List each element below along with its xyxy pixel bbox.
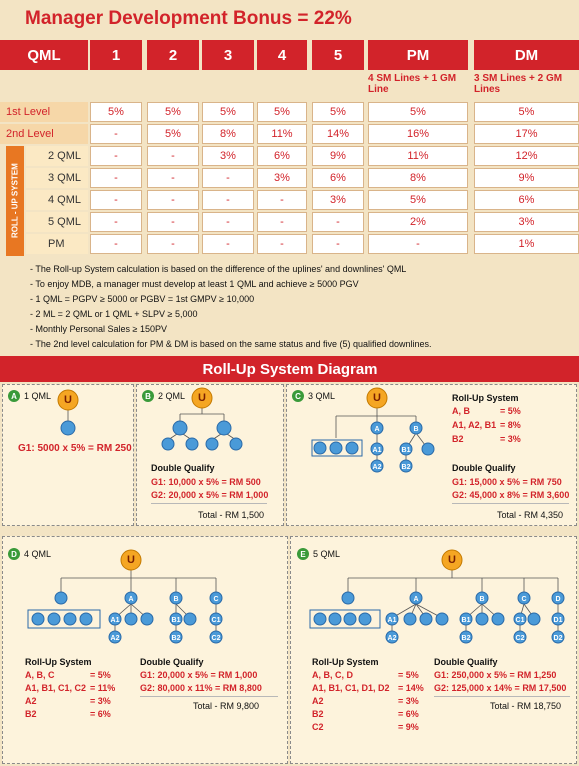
node-label: C2 (515, 635, 525, 642)
node-label: D (555, 596, 561, 603)
table-cell: 6% (474, 190, 579, 210)
header-5: 5 (312, 40, 364, 70)
downline-node (420, 613, 432, 625)
table-cell: 5% (368, 190, 468, 210)
panel-c-dq-title: Double Qualify (452, 463, 516, 473)
table-cell: - (202, 168, 254, 188)
header-pm: PM (368, 40, 468, 70)
table-cell: 3% (202, 146, 254, 166)
downline-node (173, 421, 187, 435)
node-label: D1 (553, 617, 563, 624)
node-label: B2 (461, 635, 471, 642)
table-cell: 5% (90, 102, 142, 122)
panel-e-rs-title: Roll-Up System (312, 657, 379, 667)
rollup-item-value: = 5% (398, 670, 419, 680)
downline-node (230, 438, 242, 450)
node-label: C1 (211, 617, 221, 624)
table-cell: - (90, 190, 142, 210)
table-cell: 12% (474, 146, 579, 166)
downline-node (476, 613, 488, 625)
downline-node (330, 442, 342, 454)
badge-d: D (8, 548, 20, 560)
page-title: Manager Development Bonus = 22% (25, 8, 352, 29)
panel-b-total: Total - RM 1,500 (198, 510, 265, 520)
table-cell: - (90, 146, 142, 166)
node-label: C (213, 596, 219, 603)
downline-node (344, 613, 356, 625)
node-label: B1 (461, 617, 471, 624)
table-cell: 2% (368, 212, 468, 232)
table-cell: 5% (474, 102, 579, 122)
header-4: 4 (257, 40, 307, 70)
downline-node (436, 613, 448, 625)
node-label: A2 (372, 464, 382, 471)
node-label: A1 (387, 617, 397, 624)
table-cell: 5% (257, 102, 307, 122)
rollup-item-label: A2 (312, 696, 324, 706)
diagram-title: Roll-Up System Diagram (202, 360, 378, 378)
downline-node (314, 442, 326, 454)
rollup-item-value: = 3% (398, 696, 419, 706)
header-3: 3 (202, 40, 254, 70)
row-label: 3 QML (26, 168, 88, 188)
panel-a-calc: G1: 5000 x 5% = RM 250 (18, 443, 132, 454)
panel-b-line: G1: 10,000 x 5% = RM 500 (151, 477, 261, 487)
table-cell: - (147, 234, 199, 254)
rollup-item-label: A1, B1, C1, D1, D2 (312, 683, 390, 693)
table-cell: 6% (257, 146, 307, 166)
table-cell: 6% (312, 168, 364, 188)
header-qml: QML (0, 40, 88, 70)
table-cell: 11% (257, 124, 307, 144)
panel-b-title: 2 QML (158, 391, 186, 401)
rollup-item-label: A1, A2, B1 (452, 420, 497, 430)
rollup-item-label: A1, B1, C1, C2 (25, 683, 87, 693)
rollup-item-label: B2 (312, 709, 324, 719)
table-cell: - (257, 212, 307, 232)
table-cell: 1% (474, 234, 579, 254)
panel-c-rs-title: Roll-Up System (452, 393, 519, 403)
node-label: B (413, 426, 419, 433)
header-dm: DM (474, 40, 579, 70)
node-label: C2 (211, 635, 221, 642)
rollup-item-value: = 6% (90, 709, 111, 719)
node-label: B (479, 596, 485, 603)
row-label: 2 QML (26, 146, 88, 166)
table-cell: - (312, 234, 364, 254)
rollup-item-label: A2 (25, 696, 37, 706)
downline-node (404, 613, 416, 625)
table-cell: - (202, 190, 254, 210)
panel-e-dq-title: Double Qualify (434, 657, 498, 667)
downline-node (422, 443, 434, 455)
downline-node (61, 421, 75, 435)
rollup-item-label: A, B, C, D (312, 670, 354, 680)
node-label: B1 (171, 617, 181, 624)
rollup-item-value: = 9% (398, 722, 419, 732)
badge-c: C (292, 390, 304, 402)
panel-c-line: G1: 15,000 x 5% = RM 750 (452, 477, 562, 487)
panel-d-rs-title: Roll-Up System (25, 657, 92, 667)
rollup-item-label: B2 (452, 434, 464, 444)
table-cell: - (312, 212, 364, 232)
panel-e-line: G2: 125,000 x 14% = RM 17,500 (434, 683, 567, 693)
rollup-item-label: A, B (452, 406, 470, 416)
table-cell: 5% (147, 124, 199, 144)
row-label: 2nd Level (0, 124, 88, 144)
downline-node (32, 613, 44, 625)
table-cell: 17% (474, 124, 579, 144)
downline-node (528, 613, 540, 625)
table-cell: 5% (312, 102, 364, 122)
panel-d-dq-title: Double Qualify (140, 657, 204, 667)
downline-node (55, 592, 67, 604)
note-line: - 2 ML = 2 QML or 1 QML + SLPV ≥ 5,000 (30, 309, 198, 319)
downline-node (64, 613, 76, 625)
table-cell: 3% (257, 168, 307, 188)
header-2: 2 (147, 40, 199, 70)
panel-d-line: G1: 20,000 x 5% = RM 1,000 (140, 670, 258, 680)
node-label: U (448, 554, 456, 566)
table-cell: 5% (202, 102, 254, 122)
table-cell: - (90, 124, 142, 144)
table-cell: 14% (312, 124, 364, 144)
downline-node (48, 613, 60, 625)
downline-node (346, 442, 358, 454)
table-cell: 8% (202, 124, 254, 144)
panel-d-total: Total - RM 9,800 (193, 701, 260, 711)
node-label: D2 (553, 635, 563, 642)
badge-b: B (142, 390, 154, 402)
note-line: - The Roll-up System calculation is based on the difference of the uplines' and downlines' QML (30, 264, 407, 274)
note-line: - Monthly Personal Sales ≥ 150PV (30, 324, 168, 334)
table-cell: - (147, 168, 199, 188)
note-line: - The 2nd level calculation for PM & DM is based on the same status and five (5) qualified downlines. (30, 339, 432, 349)
row-label: 1st Level (0, 102, 88, 122)
panel-b-dq-title: Double Qualify (151, 463, 215, 473)
badge-e: E (297, 548, 309, 560)
rollup-item-value: = 11% (90, 683, 116, 693)
table-cell: - (202, 234, 254, 254)
downline-node (206, 438, 218, 450)
node-label: B2 (401, 464, 411, 471)
panel-c-line: G2: 45,000 x 8% = RM 3,600 (452, 490, 570, 500)
table-cell: - (90, 212, 142, 232)
table-cell: 5% (368, 102, 468, 122)
rollup-item-value: = 3% (500, 434, 521, 444)
table-cell: 3% (312, 190, 364, 210)
rollup-item-value: = 14% (398, 683, 424, 693)
downline-node (141, 613, 153, 625)
row-label: PM (26, 234, 88, 254)
panel-d-line: G2: 80,000 x 11% = RM 8,800 (140, 683, 262, 693)
rollup-item-value: = 8% (500, 420, 521, 430)
node-label: U (198, 392, 206, 404)
node-label: C1 (515, 617, 525, 624)
downline-node (217, 421, 231, 435)
node-label: U (373, 392, 381, 404)
node-label: A1 (372, 447, 382, 454)
node-label: C (521, 596, 527, 603)
node-label: A2 (110, 635, 120, 642)
rollup-item-value: = 5% (90, 670, 111, 680)
node-label: A2 (387, 635, 397, 642)
panel-e-title: 5 QML (313, 549, 341, 559)
rollup-item-label: B2 (25, 709, 37, 719)
table-cell: - (257, 234, 307, 254)
table-cell: 5% (147, 102, 199, 122)
downline-node (314, 613, 326, 625)
dm-subheader: 3 SM Lines + 2 GM Lines (474, 73, 563, 95)
node-label: A (413, 596, 419, 603)
table-cell: 16% (368, 124, 468, 144)
downline-node (80, 613, 92, 625)
node-label: A (374, 426, 380, 433)
node-label: A1 (110, 617, 120, 624)
node-label: B2 (171, 635, 181, 642)
table-cell: - (147, 146, 199, 166)
table-cell: - (147, 190, 199, 210)
table-cell: - (368, 234, 468, 254)
table-cell: 9% (312, 146, 364, 166)
rollup-system-label: ROLL - UP SYSTEM (6, 146, 24, 256)
table-cell: - (90, 168, 142, 188)
table-cell: 11% (368, 146, 468, 166)
downline-node (329, 613, 341, 625)
table-cell: - (147, 212, 199, 232)
table-cell: - (202, 212, 254, 232)
header-1: 1 (90, 40, 142, 70)
rollup-item-value: = 3% (90, 696, 111, 706)
row-label: 4 QML (26, 190, 88, 210)
node-label: U (127, 554, 135, 566)
rollup-item-value: = 5% (500, 406, 521, 416)
downline-node (184, 613, 196, 625)
panel-e-line: G1: 250,000 x 5% = RM 1,250 (434, 670, 557, 680)
panel-c-total: Total - RM 4,350 (497, 510, 564, 520)
rollup-item-label: A, B, C (25, 670, 55, 680)
downline-node (186, 438, 198, 450)
node-label: A (128, 596, 134, 603)
table-cell: 9% (474, 168, 579, 188)
rollup-item-value: = 6% (398, 709, 419, 719)
table-cell: - (257, 190, 307, 210)
note-line: - 1 QML = PGPV ≥ 5000 or PGBV = 1st GMPV ≥ 10,000 (30, 294, 255, 304)
panel-a-title: 1 QML (24, 391, 52, 401)
downline-node (359, 613, 371, 625)
rollup-item-label: C2 (312, 722, 324, 732)
table-cell: 8% (368, 168, 468, 188)
table-cell: - (90, 234, 142, 254)
node-label: U (64, 394, 72, 406)
badge-a: A (8, 390, 20, 402)
panel-e-total: Total - RM 18,750 (490, 701, 562, 711)
note-line: - To enjoy MDB, a manager must develop at least 1 QML and achieve ≥ 5000 PGV (30, 279, 359, 289)
panel-c-title: 3 QML (308, 391, 336, 401)
panel-d-title: 4 QML (24, 549, 52, 559)
downline-node (162, 438, 174, 450)
downline-node (342, 592, 354, 604)
downline-node (125, 613, 137, 625)
panel-b-line: G2: 20,000 x 5% = RM 1,000 (151, 490, 269, 500)
downline-node (492, 613, 504, 625)
node-label: B1 (401, 447, 411, 454)
table-cell: 3% (474, 212, 579, 232)
pm-subheader: 4 SM Lines + 1 GM Line (368, 73, 457, 95)
row-label: 5 QML (26, 212, 88, 232)
node-label: B (173, 596, 179, 603)
